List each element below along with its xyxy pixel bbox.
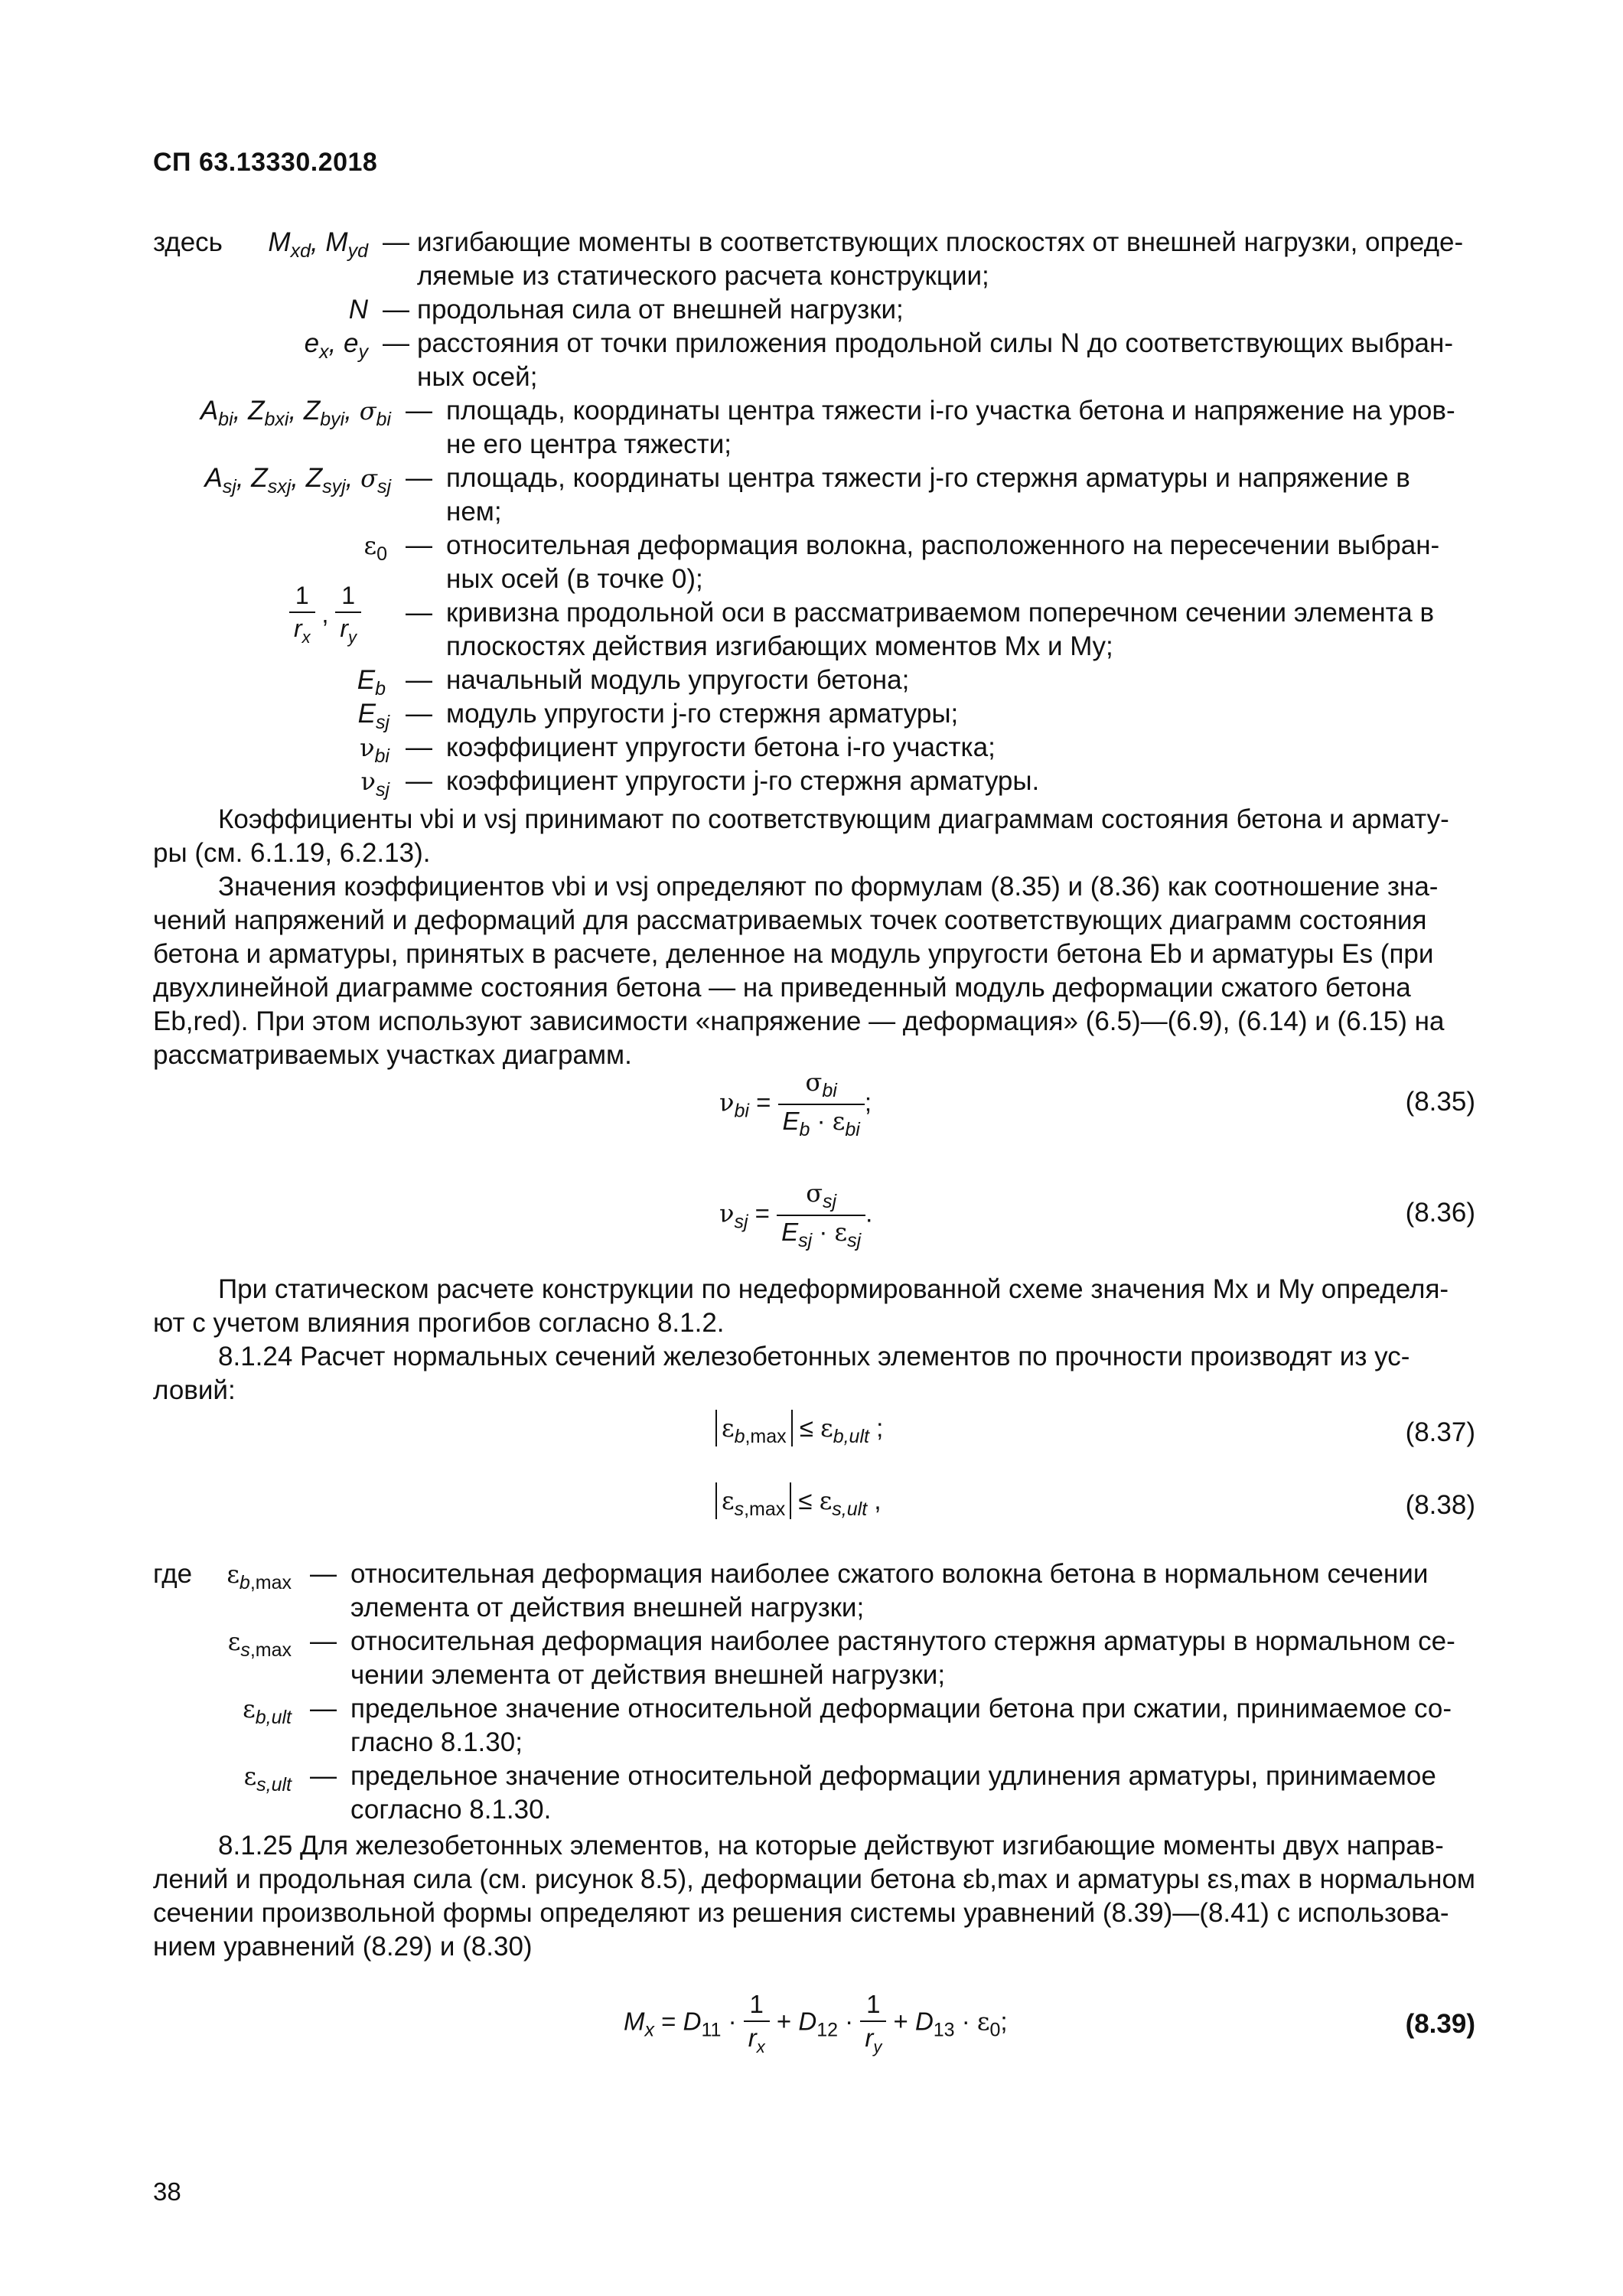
def-dash: — (310, 1761, 337, 1791)
def-description (446, 461, 1475, 529)
def-dash: — (310, 1694, 337, 1724)
def-symbol-nusj: $\nu_{sj}$ (360, 767, 389, 801)
def-description (446, 529, 1475, 596)
def-desc-line: относительная деформация наиболее растянутого стержня арматуры в нормальном се- (350, 1626, 1455, 1656)
equation-8-37: $\varepsilon_{b,max} \le \varepsilon_{b,ult}$ ; (715, 1410, 883, 1448)
def-desc-line: начальный модуль упругости бетона; (446, 665, 910, 695)
paragraph (153, 1829, 1475, 1964)
def-symbol-eps-b-max: $\varepsilon_{b,max}$ (227, 1560, 292, 1593)
equation-number: (8.36) (1405, 1198, 1475, 1228)
def-desc-line: относительная деформация наиболее сжатого волокна бетона в нормальном сечении (350, 1559, 1429, 1589)
def-desc-line: расстояния от точки приложения продольной силы N до соответствующих выбран- (417, 328, 1453, 358)
paragraph-line: бетона и арматуры, принятых в расчете, деленное на модуль упругости бетона Eb и арматуры Es (при (153, 939, 1434, 969)
def-desc-line: площадь, координаты центра тяжести i-го участка бетона и напряжение на уров- (446, 396, 1455, 426)
def-symbol-mxd-myd: $M_{xd}$, $M_{yd}$ (268, 227, 368, 262)
definitions-intro: где (153, 1559, 193, 1589)
equation-number: (8.37) (1405, 1417, 1475, 1447)
equation-number: (8.35) (1405, 1087, 1475, 1117)
def-symbol-asj: $A_{sj}$, $Z_{sxj}$, $Z_{syj}$, $\sigma_{sj}$ (204, 463, 391, 497)
def-dash: — (383, 295, 409, 325)
def-desc-line: нем; (446, 497, 502, 527)
def-dash: — (383, 328, 409, 358)
def-desc-line: ных осей (в точке 0); (446, 564, 703, 594)
def-symbol-eps-b-ult: $\varepsilon_{b,ult}$ (243, 1694, 292, 1728)
def-symbol-eps-s-ult: $\varepsilon_{s,ult}$ (243, 1762, 292, 1795)
def-desc-line: ляемые из статического расчета конструкции; (417, 261, 989, 291)
def-desc-line: предельное значение относительной деформации бетона при сжатии, принимаемое со- (350, 1694, 1452, 1724)
def-dash: — (406, 665, 432, 695)
def-description (446, 697, 1475, 731)
def-description (446, 731, 1475, 765)
def-dash: — (383, 227, 409, 257)
def-symbol-ex-ey: $e_x$, $e_y$ (304, 328, 368, 363)
def-symbol-curvature: $\frac{1}{r_x}$ , $\frac{1}{r_y}$ (289, 582, 361, 647)
paragraph-line: Коэффициенты νbi и νsj принимают по соответствующим диаграммам состояния бетона и армату- (218, 804, 1449, 834)
def-description (350, 1625, 1475, 1692)
def-desc-line: площадь, координаты центра тяжести j-го стержня арматуры и напряжение в (446, 463, 1410, 493)
def-description (417, 226, 1475, 293)
equation-8-36: $\nu_{sj}$ = $\frac{\sigma_{sj}}{E_{sj} \cdot \varepsilon_{sj}}$ . (719, 1179, 873, 1251)
def-symbol-eb: $E_b$ (357, 665, 386, 700)
paragraph-line: чений напряжений и деформаций для рассматриваемых точек соответствующих диаграмм состояния (153, 905, 1427, 935)
def-desc-line: элемента от действия внешней нагрузки; (350, 1593, 865, 1623)
paragraph (153, 803, 1475, 870)
page-number: 38 (153, 2177, 181, 2206)
equation-number: (8.39) (1405, 2009, 1475, 2039)
def-symbol-eps-s-max: $\varepsilon_{s,max}$ (227, 1627, 292, 1661)
def-dash: — (406, 396, 432, 426)
def-desc-line: коэффициент упругости бетона i-го участка; (446, 732, 996, 762)
def-description (417, 293, 1475, 327)
def-description (446, 765, 1475, 798)
def-desc-line: относительная деформация волокна, расположенного на пересечении выбран- (446, 530, 1440, 560)
def-dash: — (406, 463, 432, 493)
def-desc-line: предельное значение относительной деформации удлинения арматуры, принимаемое (350, 1761, 1436, 1791)
def-desc-line: плоскостях действия изгибающих моментов Mx и My; (446, 631, 1113, 661)
paragraph-line: Eb,red). При этом используют зависимости «напряжение — деформация» (6.5)—(6.9), (6.14) и (6.15) на (153, 1006, 1445, 1036)
paragraph-line: 8.1.25 Для железобетонных элементов, на которые действуют изгибающие моменты двух направ- (218, 1831, 1444, 1861)
def-description (446, 664, 1475, 697)
paragraph-line: двухлинейной диаграмме состояния бетона — на приведенный модуль деформации сжатого бетона (153, 973, 1411, 1003)
paragraph-line: рассматриваемых участках диаграмм. (153, 1040, 632, 1070)
def-desc-line: чении элемента от действия внешней нагрузки; (350, 1660, 946, 1690)
paragraph-line: ют с учетом влияния прогибов согласно 8.1.2. (153, 1308, 725, 1338)
def-desc-line: коэффициент упругости j-го стержня арматуры. (446, 766, 1040, 796)
def-dash: — (310, 1559, 337, 1589)
paragraph-line: сечении произвольной формы определяют из решения системы уравнений (8.39)—(8.41) с использова- (153, 1898, 1449, 1928)
definitions-intro: здесь (153, 227, 223, 257)
def-symbol-eps0: $\varepsilon_0$ (363, 531, 387, 565)
paragraph-line: ры (см. 6.1.19, 6.2.13). (153, 838, 431, 868)
def-symbol-esj: $E_{sj}$ (357, 699, 389, 733)
paragraph-line: лений и продольная сила (см. рисунок 8.5), деформации бетона εb,max и арматуры εs,max в нормальном (153, 1864, 1475, 1894)
def-symbol-nubi: $\nu_{bi}$ (360, 733, 389, 767)
def-desc-line: согласно 8.1.30. (350, 1795, 552, 1825)
paragraph (153, 1340, 1475, 1407)
def-description (446, 596, 1475, 664)
def-desc-line: не его центра тяжести; (446, 429, 732, 459)
paragraph-line: При статическом расчете конструкции по недеформированной схеме значения Mx и My определя- (218, 1274, 1449, 1304)
def-description (350, 1692, 1475, 1760)
def-symbol-abi: $A_{bi}$, $Z_{bxi}$, $Z_{byi}$, $\sigma_{bi}$ (200, 396, 391, 430)
def-dash: — (406, 699, 432, 729)
def-description (350, 1557, 1475, 1625)
def-dash: — (310, 1626, 337, 1656)
equation-8-38: $\varepsilon_{s,max} \le \varepsilon_{s,ult}$ , (715, 1482, 882, 1521)
def-description (446, 394, 1475, 461)
def-desc-line: продольная сила от внешней нагрузки; (417, 295, 904, 325)
def-desc-line: гласно 8.1.30; (350, 1727, 523, 1757)
def-description (417, 327, 1475, 394)
document-header: СП 63.13330.2018 (153, 148, 378, 177)
def-dash: — (406, 530, 432, 560)
def-desc-line: модуль упругости j-го стержня арматуры; (446, 699, 959, 729)
def-description (350, 1760, 1475, 1827)
paragraph (153, 870, 1475, 1072)
def-dash: — (406, 732, 432, 762)
paragraph-line: 8.1.24 Расчет нормальных сечений железобетонных элементов по прочности производят из ус- (218, 1342, 1410, 1371)
equation-8-39: $M_x = D_{11}$ · $\frac{1}{r_x}$ + $D_{12}$ · $\frac{1}{r_y}$ + $D_{13} \cdot \varepsilon_0$; (624, 1990, 1008, 2056)
def-dash: — (406, 766, 432, 796)
paragraph-line: ловий: (153, 1375, 236, 1405)
paragraph (153, 1273, 1475, 1340)
def-desc-line: ных осей; (417, 362, 538, 392)
def-desc-line: изгибающие моменты в соответствующих плоскостях от внешней нагрузки, опреде- (417, 227, 1464, 257)
equation-number: (8.38) (1405, 1490, 1475, 1520)
paragraph-line: Значения коэффициентов νbi и νsj определяют по формулам (8.35) и (8.36) как соотношение зна- (218, 872, 1439, 902)
def-desc-line: кривизна продольной оси в рассматриваемом поперечном сечении элемента в (446, 598, 1435, 628)
equation-8-35: $\nu_{bi}$ = $\frac{\sigma_{bi}}{E_b \cdot \varepsilon_{bi}}$ ; (719, 1068, 872, 1140)
def-symbol-n: N (348, 295, 368, 325)
def-dash: — (406, 598, 432, 628)
paragraph-line: нием уравнений (8.29) и (8.30) (153, 1932, 533, 1962)
